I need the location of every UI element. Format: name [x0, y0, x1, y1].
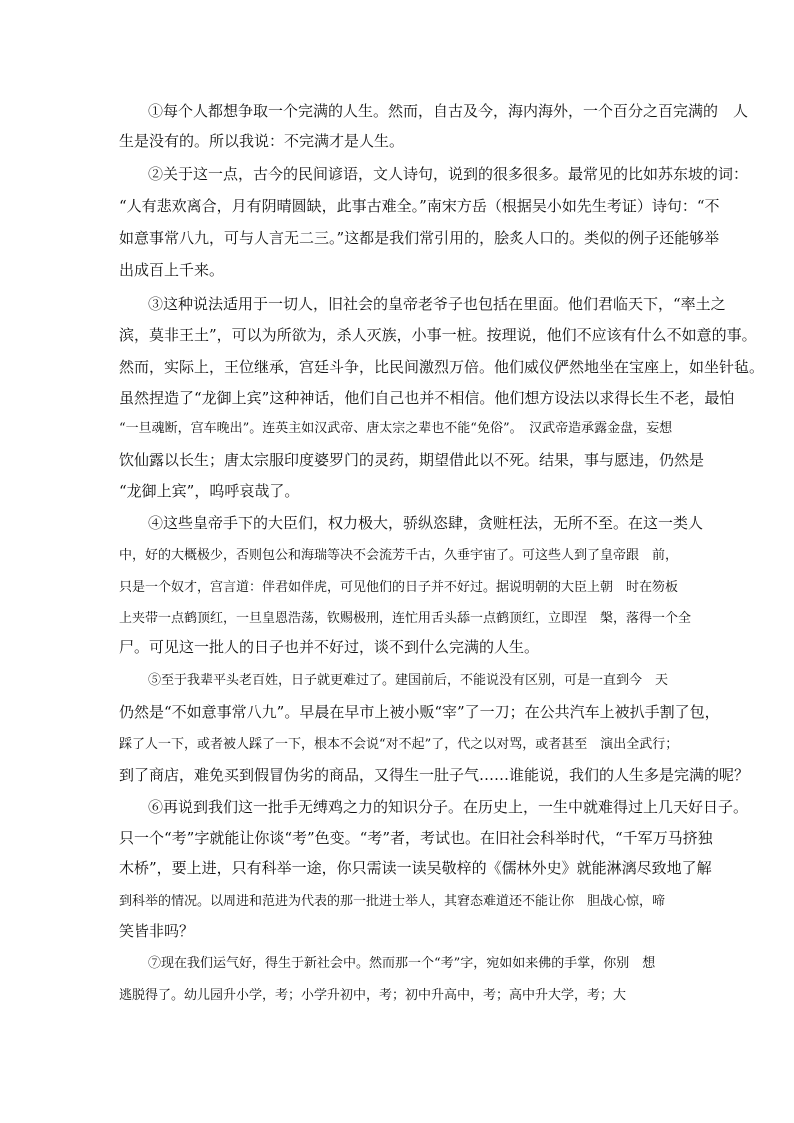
paragraph-line: 尸。可见这一批人的日子也并不好过，谈不到什么完满的人生。	[119, 638, 540, 656]
paragraph-line: 到科举的情况。以周进和范进为代表的那一批进士举人，其窘态难道还不能让你 胆战心惊，啼	[119, 894, 666, 909]
paragraph-line: 上夹带一点鹤顶红，一旦皇恩浩荡，钦赐极刑，连忙用舌头舔一点鹤顶红，立即涅 槃，落得一个全	[119, 611, 692, 626]
paragraph-line: 只是一个奴才，宫言道：伴君如伴虎，可见他们的日子并不好过。据说明朝的大臣上朝 时在笏板	[119, 580, 679, 595]
paragraph-line: 生是没有的。所以我说：不完满才是人生。	[119, 132, 405, 150]
paragraph-line: ⑦现在我们运气好，得生于新社会中。然而那一个“考”字，宛如如来佛的手掌，你别 想	[148, 956, 656, 971]
paragraph-line: 如意事常八九，可与人言无二三。”这都是我们常引用的，脍炙人口的。类似的例子还能够举	[119, 229, 720, 247]
paragraph-line: 中，好的大概极少，否则包公和海瑞等决不会流芳千古，久垂宇宙了。可这些人到了皇帝跟 前，	[119, 548, 679, 563]
paragraph-line: 木桥”，要上进，只有科举一途，你只需读一读吴敬梓的《儒林外史》就能淋漓尽致地了解	[119, 859, 712, 877]
paragraph-line: “人有悲欢离合，月有阴晴圆缺，此事古难全。”南宋方岳（根据吴小如先生考证）诗句：“不	[119, 197, 720, 215]
paragraph-line: 然而，实际上，王位继承，宫廷斗争，比民间激烈万倍。他们威仪俨然地坐在宝座上，如坐针毡。	[119, 358, 765, 376]
paragraph-line: ④这些皇帝手下的大臣们，权力极大，骄纵恣肆，贪赃枉法，无所不至。在这一类人	[148, 514, 704, 532]
paragraph-line: ①每个人都想争取一个完满的人生。然而，自古及今，海内海外，一个百分之百完满的 人	[148, 102, 749, 120]
paragraph-line: ②关于这一点，古今的民间谚语，文人诗句，说到的很多很多。最常见的比如苏东坡的词：	[148, 165, 749, 183]
paragraph-line: 仍然是“不如意事常八九”。早晨在早市上被小贩“宰”了一刀；在公共汽车上被扒手割了包，	[119, 703, 720, 721]
paragraph-line: “一旦魂断，宫车晚出”。连英主如汉武帝、唐太宗之辈也不能“免俗”。 汉武帝造承露金盘，妄想	[119, 421, 673, 436]
paragraph-line: ⑥再说到我们这一批手无缚鸡之力的知识分子。在历史上，一生中就难得过上几天好日子。	[148, 798, 749, 816]
paragraph-line: 笑皆非吗？	[119, 922, 195, 940]
paragraph-line: 滨，莫非王土”，可以为所欲为，杀人灭族，小事一桩。按理说，他们不应该有什么不如意的事。	[119, 326, 757, 344]
paragraph-line: 饮仙露以长生；唐太宗服印度婆罗门的灵药，期望借此以不死。结果，事与愿违，仍然是	[119, 451, 705, 469]
paragraph-line: 踩了人一下，或者被人踩了一下，根本不会说“对不起”了，代之以对骂，或者甚至 演出全武行；	[119, 737, 679, 752]
paragraph-line: 出成百上千来。	[119, 261, 225, 279]
paragraph-line: ⑤至于我辈平头老百姓，日子就更难过了。建国前后，不能说没有区别，可是一直到今 天	[148, 673, 669, 688]
paragraph-line: 只一个“考”字就能让你谈“考”色变。“考”者，考试也。在旧社会科举时代，“千军万马挤独	[119, 829, 713, 847]
paragraph-line: 逃脱得了。幼儿园升小学，考；小学升初中，考；初中升高中，考；高中升大学，考；大	[119, 988, 627, 1003]
paragraph-line: 到了商店，难免买到假冒伪劣的商品，又得生一肚子气……谁能说，我们的人生多是完满的呢？	[119, 766, 750, 784]
paragraph-line: 虽然捏造了“龙御上宾”这种神话，他们自己也并不相信。他们想方设法以求得长生不老，最怕	[119, 389, 735, 407]
paragraph-line: “龙御上宾”，呜呼哀哉了。	[119, 482, 300, 500]
paragraph-line: ③这种说法适用于一切人，旧社会的皇帝老爷子也包括在里面。他们君临天下，“率土之	[148, 295, 726, 313]
